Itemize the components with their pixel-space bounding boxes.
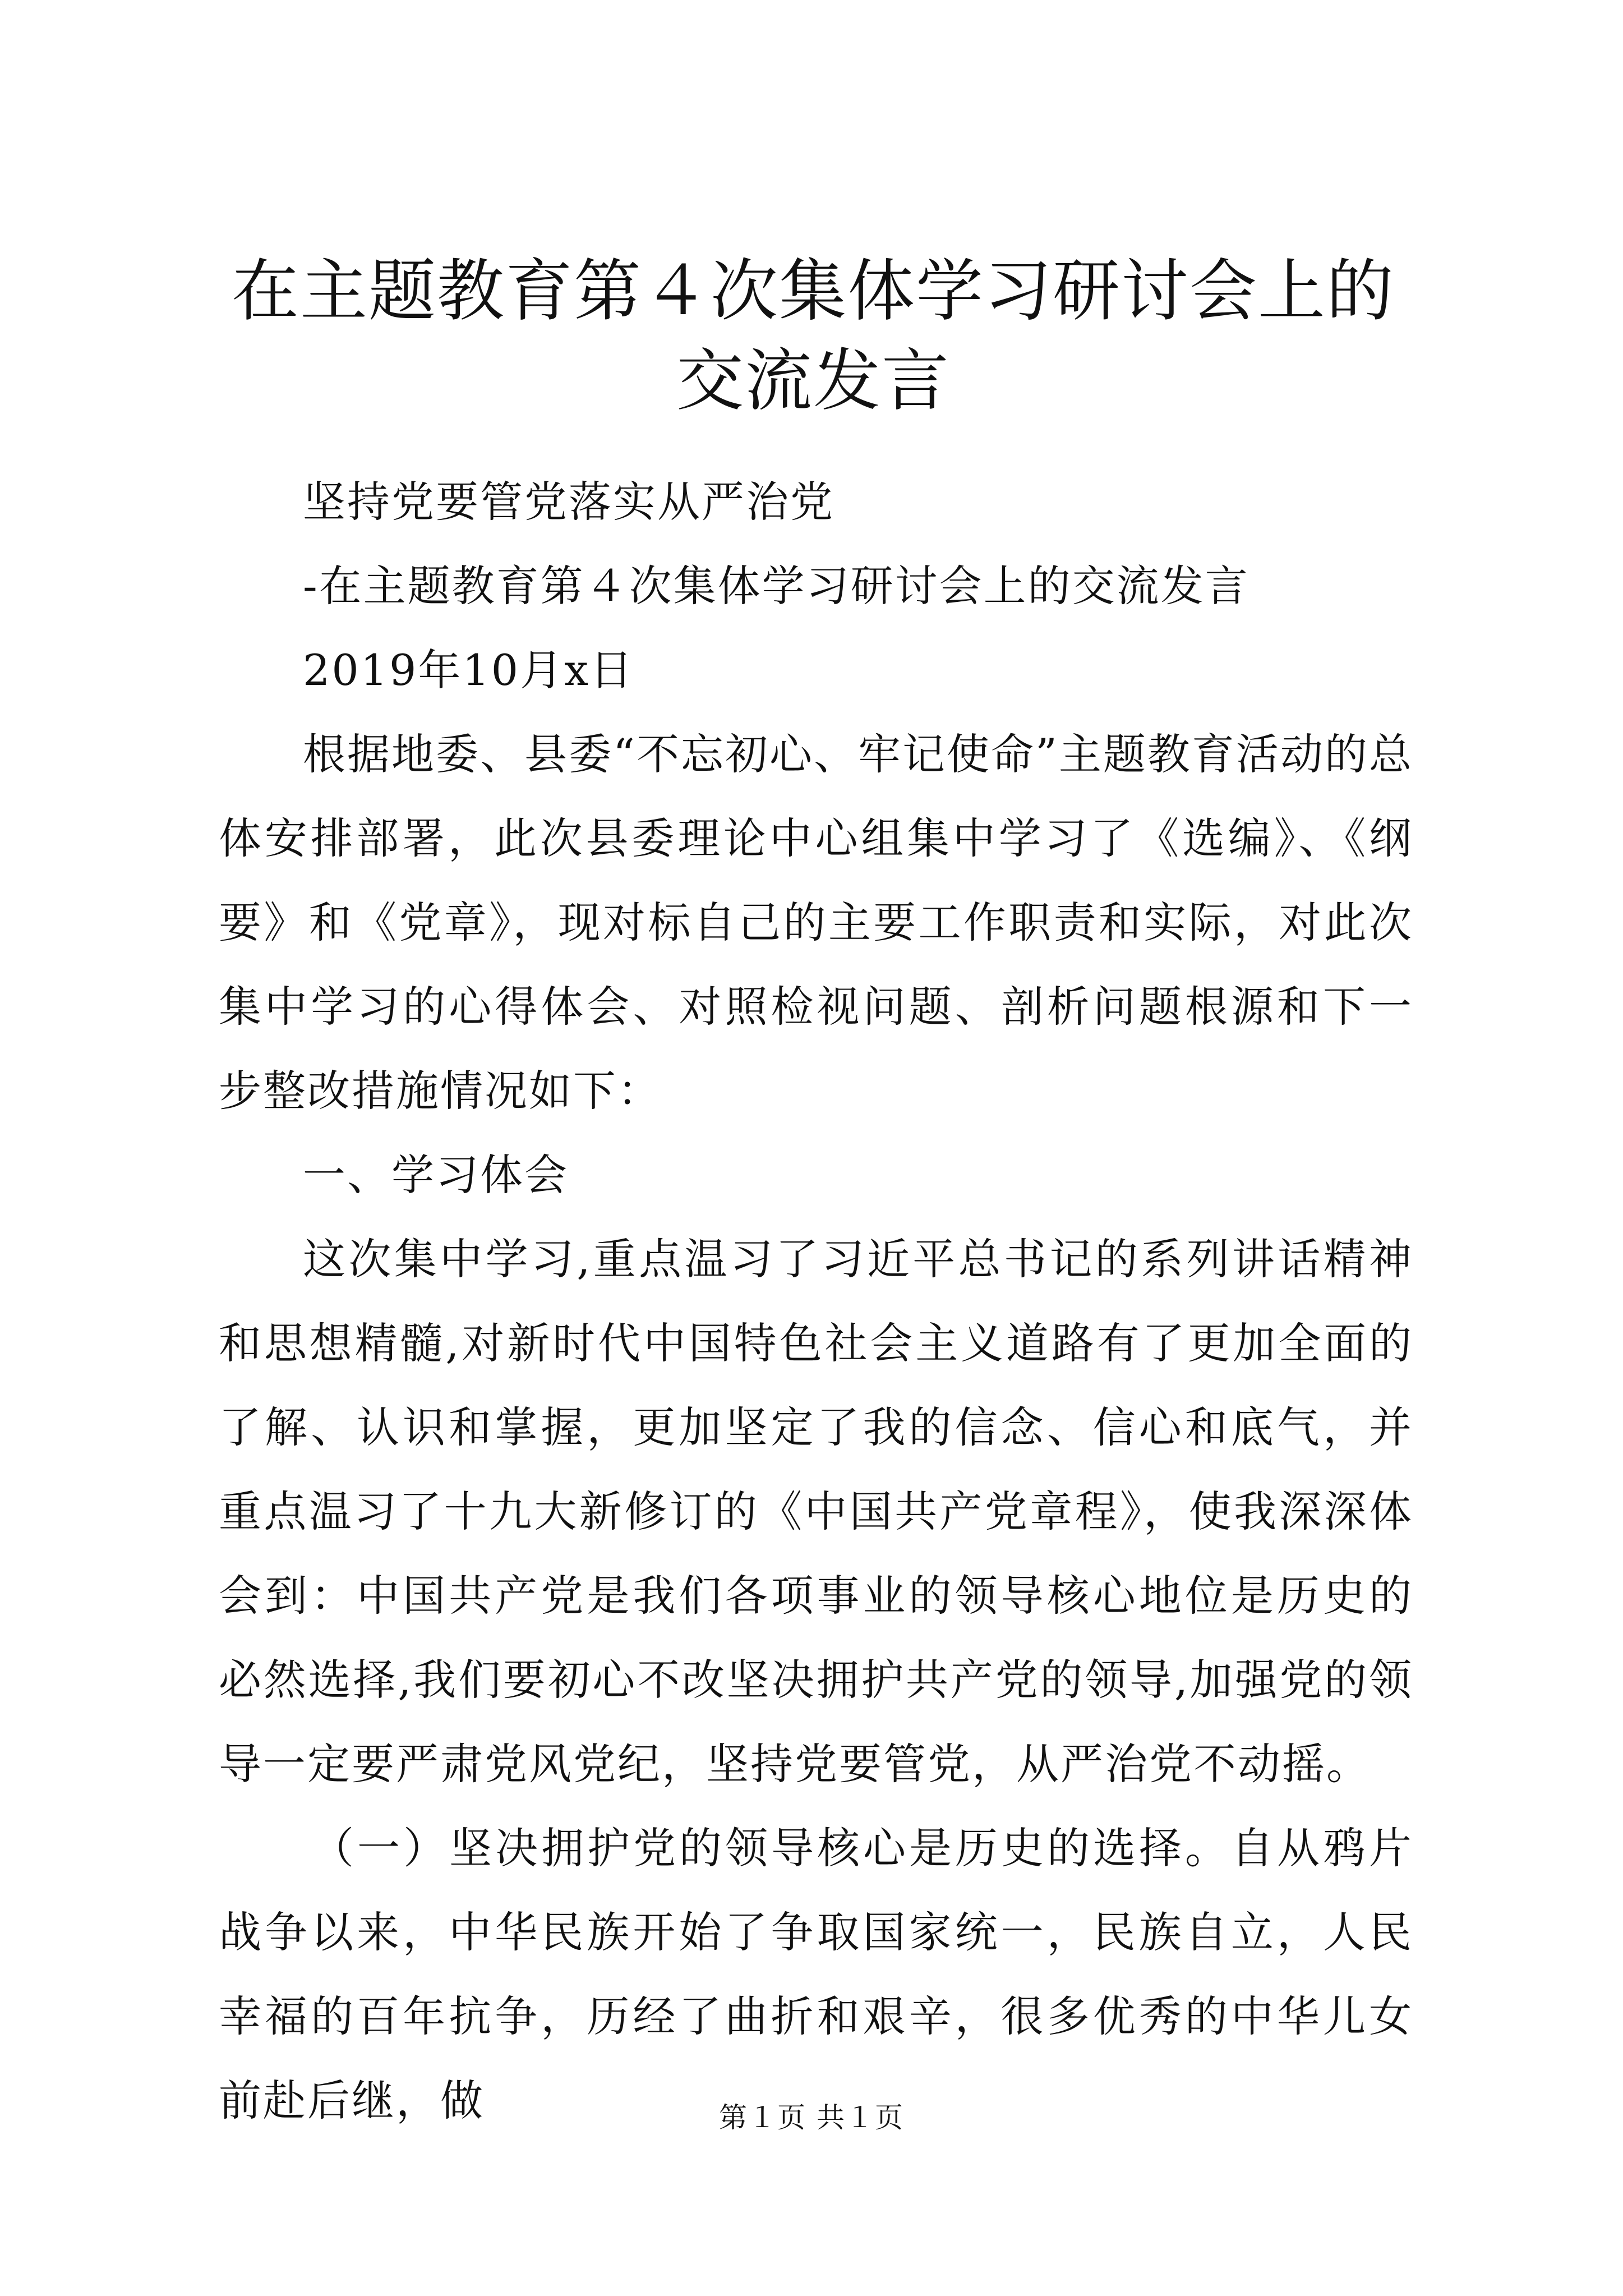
date-line: 2019年10月x日 <box>303 645 634 695</box>
page-footer: 第１页 共１页 <box>719 2101 904 2134</box>
subheading-line: -在主题教育第４次集体学习研讨会上的交流发言 <box>303 561 1249 611</box>
subtitle-line: 坚持党要管党落实从严治党 <box>303 477 834 527</box>
subsection-paragraph: （一）坚决拥护党的领导核心是历史的选择。自从鸦片战争以来，中华民族开始了争取国家统一，民族自立，人民幸福的百年抗争，历经了曲折和艰辛，很多优秀的中华儿女前赴后继，做 <box>219 1823 1413 2125</box>
document-title: 在主题教育第４次集体学习研讨会上的交流发言 <box>232 252 1395 420</box>
document-body <box>219 460 1413 2143</box>
section-heading: 一、学习体会 <box>303 1150 569 1200</box>
body-paragraph: 这次集中学习,重点温习了习近平总书记的系列讲话精神和思想精髓,对新时代中国特色社会主义道路有了更加全面的了解、认识和掌握，更加坚定了我的信念、信心和底气，并重点温习了十九大新修订的《中国共产党章程》，使我深深体会到：中国共产党是我们各项事业的领导核心地位是历史的必然选择,我们要初心不改坚决拥护共产党的领导,加强党的领导一定要严肃党风党纪，坚持党要管党，从严治党不动摇。 <box>219 1234 1413 1789</box>
intro-paragraph: 根据地委、县委“不忘初心、牢记使命”主题教育活动的总体安排部署，此次县委理论中心组集中学习了《选编》、《纲要》和《党章》，现对标自己的主要工作职责和实际，对此次集中学习的心得体会、对照检视问题、剖析问题根源和下一步整改措施情况如下： <box>219 729 1413 1116</box>
